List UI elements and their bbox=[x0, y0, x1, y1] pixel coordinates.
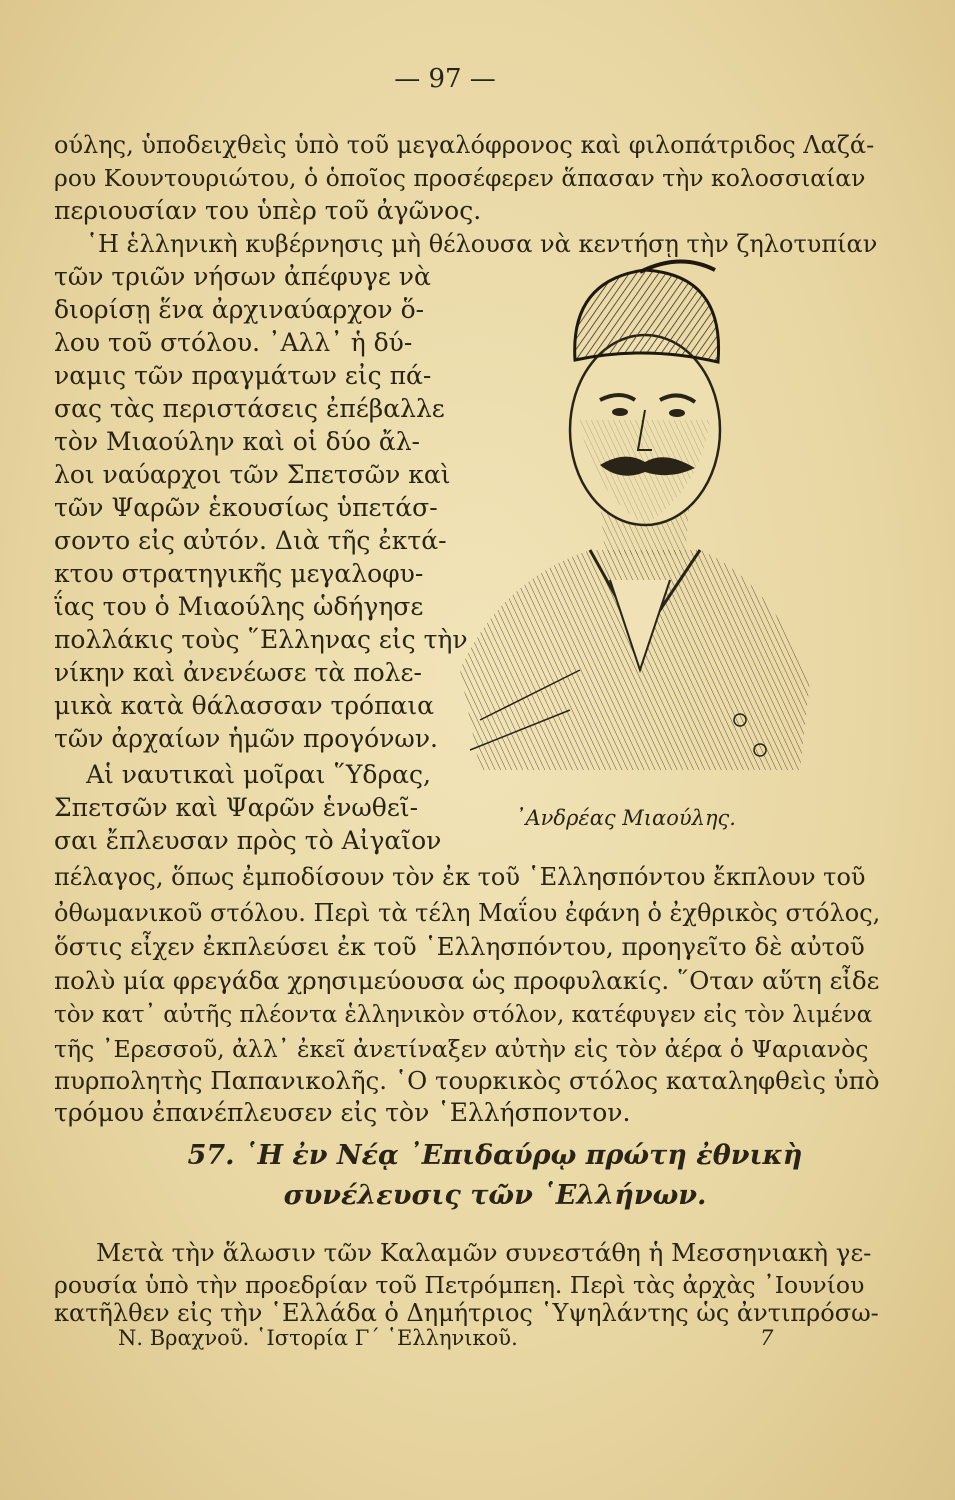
text-line: λου τοῦ στόλου. ᾿Αλλ᾿ ἡ δύ- bbox=[54, 328, 413, 357]
portrait-caption: ᾿Ανδρέας Μιαούλης. bbox=[515, 806, 736, 830]
signature-number: 7 bbox=[760, 1326, 774, 1350]
footer-signature: Ν. Βραχνοῦ. ῾Ιστορία Γ΄ ῾Ελληνικοῦ. bbox=[118, 1326, 518, 1350]
text-line: ρουσία ὑπὸ τὴν προεδρίαν τοῦ Πετρόμπεη. Περὶ τὰς ἀρχὰς ᾿Ιουνίου bbox=[54, 1271, 865, 1299]
text-line: πυρπολητὴς Παπανικολῆς. ῾Ο τουρκικὸς στόλος καταληφθεὶς ὑπὸ bbox=[54, 1066, 880, 1095]
text-line: τῶν Ψαρῶν ἑκουσίως ὑπετάσ- bbox=[54, 493, 438, 522]
section-heading: 57. ῾Η ἐν Νέᾳ ᾿Επιδαύρῳ πρώτη ἐθνικὴ bbox=[187, 1140, 803, 1171]
text-line: κτου στρατηγικῆς μεγαλοφυ- bbox=[54, 559, 424, 588]
text-line: τῆς ᾿Ερεσσοῦ, ἀλλ᾿ ἐκεῖ ἀνετίναξεν αὐτὴν εἰς τὸν ἀέρα ὁ Ψαριανὸς bbox=[54, 1035, 869, 1063]
text-line: πέλαγος, ὅπως ἐμποδίσουν τὸν ἐκ τοῦ ῾Ελλησπόντου ἔκπλουν τοῦ bbox=[54, 863, 866, 891]
text-line: ούλης, ὑποδειχθεὶς ὑπὸ τοῦ μεγαλόφρονος καὶ φιλοπάτριδος Λαζά- bbox=[54, 131, 875, 159]
text-line: κατῆλθεν εἰς τὴν ῾Ελλάδα ὁ Δημήτριος ῾Υψηλάντης ὡς ἀντιπρόσω- bbox=[54, 1299, 879, 1327]
portrait-miaoulis bbox=[440, 250, 830, 800]
text-line: σας τὰς περιστάσεις ἐπέβαλλε bbox=[54, 394, 445, 423]
text-line: Μετὰ τὴν ἅλωσιν τῶν Καλαμῶν συνεστάθη ἡ Μεσσηνιακὴ γε- bbox=[96, 1238, 872, 1267]
text-line: τρόμου ἐπανέπλευσεν εἰς τὸν ῾Ελλήσποντον. bbox=[54, 1098, 631, 1127]
text-line: Αἱ ναυτικαὶ μοῖραι ῞Υδρας, bbox=[86, 760, 431, 789]
text-line: Σπετσῶν καὶ Ψαρῶν ἑνωθεῖ- bbox=[54, 793, 419, 822]
text-line: λοι ναύαρχοι τῶν Σπετσῶν καὶ bbox=[54, 460, 451, 489]
text-line: ὅστις εἶχεν ἐκπλεύσει ἐκ τοῦ ῾Ελλησπόντου, προηγεῖτο δὲ αὐτοῦ bbox=[54, 932, 865, 961]
text-line: σοντο εἰς αὐτόν. Διὰ τῆς ἐκτά- bbox=[54, 526, 447, 555]
text-line: πολλάκις τοὺς ῞Ελληνας εἰς τὴν bbox=[54, 625, 468, 654]
text-line: πολὺ μία φρεγάδα χρησιμεύουσα ὡς προφυλακίς. ῞Οταν αὕτη εἶδε bbox=[54, 966, 880, 995]
text-line: ΐας του ὁ Μιαούλης ὡδήγησε bbox=[54, 592, 424, 621]
text-line: περιουσίαν του ὑπὲρ τοῦ ἀγῶνος. bbox=[54, 196, 482, 225]
text-line: διορίσῃ ἕνα ἀρχιναύαρχον ὅ- bbox=[54, 295, 425, 324]
text-line: νίκην καὶ ἀνενέωσε τὰ πολε- bbox=[54, 658, 422, 687]
text-line: τὸν Μιαούλην καὶ οἱ δύο ἄλ- bbox=[54, 427, 421, 456]
text-line: ρου Κουντουριώτου, ὁ ὁποῖος προσέφερεν ἅπασαν τὴν κολοσσιαίαν bbox=[54, 164, 866, 192]
page-number: — 97 — bbox=[394, 64, 496, 94]
text-line: ὀθωμανικοῦ στόλου. Περὶ τὰ τέλη Μαΐου ἐφάνη ὁ ἐχθρικὸς στόλος, bbox=[54, 899, 881, 927]
section-heading-cont: συνέλευσις τῶν ῾Ελλήνων. bbox=[283, 1180, 707, 1211]
text-line: τῶν ἀρχαίων ἡμῶν προγόνων. bbox=[54, 724, 438, 753]
text-line: ῾Η ἑλληνικὴ κυβέρνησις μὴ θέλουσα νὰ κεντήσῃ τὴν ζηλοτυπίαν bbox=[86, 230, 878, 258]
text-line: ναμις τῶν πραγμάτων εἰς πά- bbox=[54, 361, 432, 390]
text-line: μικὰ κατὰ θάλασσαν τρόπαια bbox=[54, 691, 435, 720]
text-line: τὸν κατ᾿ αὐτῆς πλέοντα ἑλληνικὸν στόλον, κατέφυγεν εἰς τὸν λιμένα bbox=[54, 1002, 873, 1028]
text-line: σαι ἔπλευσαν πρὸς τὸ Αἰγαῖον bbox=[54, 826, 442, 855]
text-line: τῶν τριῶν νήσων ἀπέφυγε νὰ bbox=[54, 262, 431, 291]
